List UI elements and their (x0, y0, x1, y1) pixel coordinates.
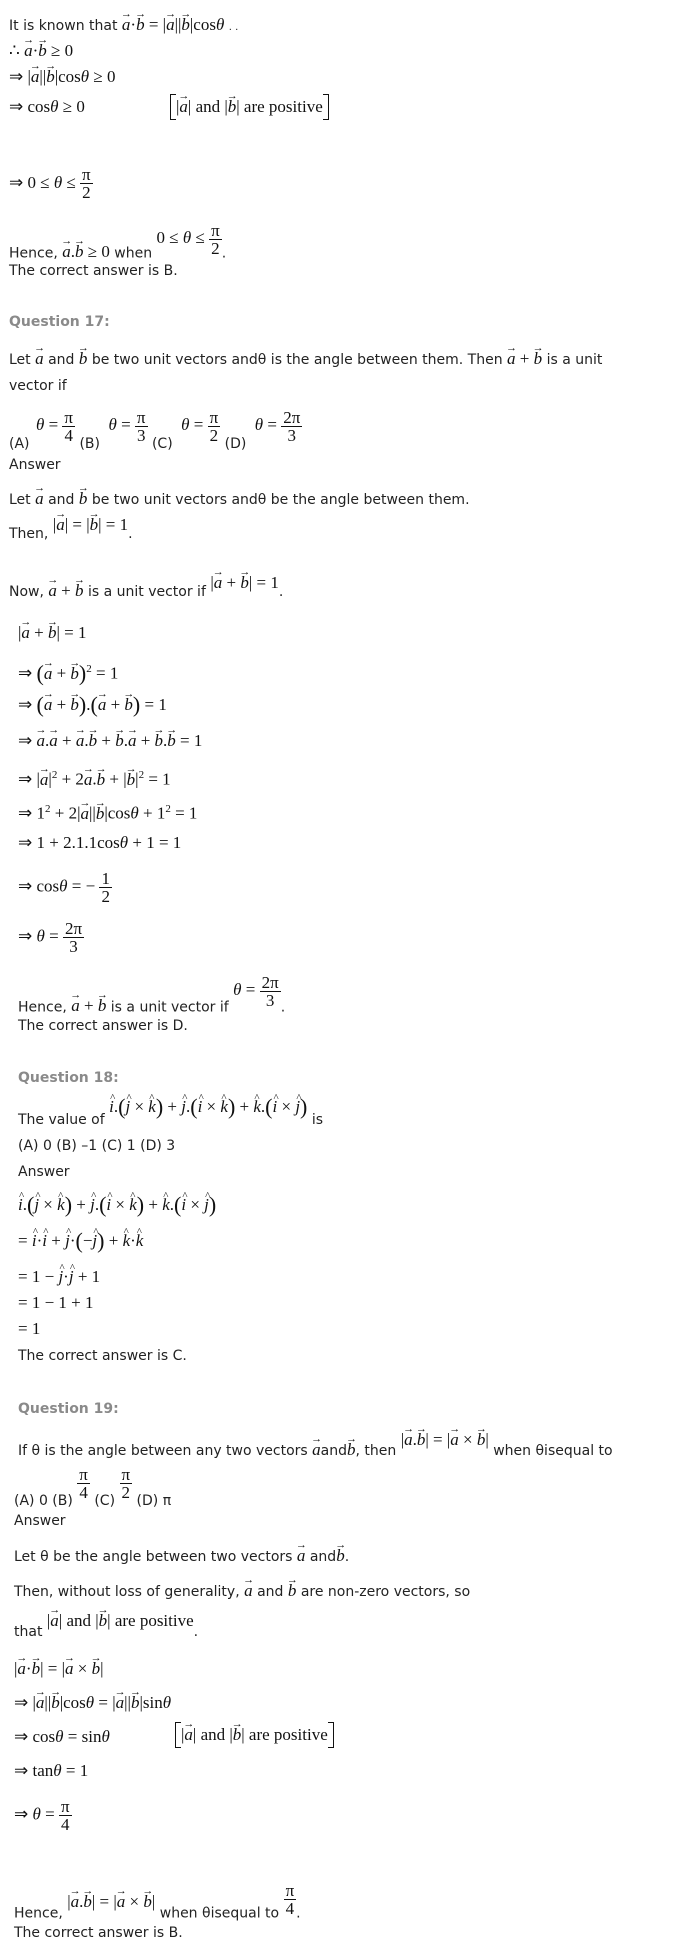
question-17-title: Question 17: (9, 314, 110, 330)
correct-answer-0: The correct answer is B. (9, 263, 178, 279)
q19-options: (A) 0 (B) $\frac{\pi}{4}$ (C) $\frac{\pi}{2}$ (D) π (14, 1465, 172, 1510)
question-18-title: Question 18: (18, 1070, 119, 1086)
q19-step-4: ⇒ tanθ = 1 (14, 1761, 89, 1780)
step-3: ⇒ cosθ ≥ 0 (9, 97, 85, 116)
q17-hence-line: Hence, → a + → b is a unit vector if θ = $\frac{2\pi}{3}$ . (18, 990, 285, 1025)
q17-step-8: ⇒ cosθ = − $\frac{1}{2}$ (18, 869, 110, 906)
q17-step-3: ⇒ (→ a + → b).(→ a + → b) = 1 (18, 696, 167, 714)
q19-answer-label: Answer (14, 1513, 66, 1529)
q17-step-5: ⇒ |→ $a|^2 + 2\to a.\to b$ + |→ $b|^2 = 1$ (18, 766, 171, 789)
q19-step-2: ⇒ |→ a||→ b|cosθ = |→ a||→ b|sinθ (14, 1694, 171, 1712)
q17-correct: The correct answer is D. (18, 1018, 188, 1034)
q17-answer-label: Answer (9, 457, 61, 473)
q18-answer-label: Answer (18, 1164, 70, 1180)
bracket-positive-2: |→ a| and |→ b| are positive (175, 1724, 334, 1746)
q19-step-5: ⇒ θ = $\frac{\pi}{4}$ (14, 1797, 70, 1834)
q18-step-5: = 1 (18, 1319, 41, 1338)
q17-statement-2: vector if (9, 378, 67, 394)
q18-step-1: ^ i.(^ j × ^ k) + ^ j.(^ i × ^ k) + ^ k.(^ i × ^ j) (18, 1196, 216, 1214)
q19-answer-line-2: Then, without loss of generality, → a and → b are non-zero vectors, so (14, 1582, 470, 1601)
q18-step-3: = 1 − ^ j·^ j + 1 (18, 1268, 100, 1286)
hence-line-0: Hence, → a.→ b ≥ 0 when 0 ≤ θ ≤ $\frac{\pi}{2}$ . (9, 236, 226, 271)
step-1: ∴ → a·→ b ≥ 0 (9, 42, 73, 60)
question-19-title: Question 19: (18, 1401, 119, 1417)
q17-answer-line-1: Let → a and → b be two unit vectors andθ be the angle between them. (9, 490, 470, 509)
q19-hence-line: Hence, |→ a.→ b| = |→ a × → b| when θisequal to $\frac{\pi}{4}$ . (14, 1896, 301, 1931)
bracket-positive-1: |→ a| and |→ b| are positive (170, 96, 329, 118)
known-line: It is known that → a·→ b = |→ a||→ b|cosθ . . (9, 16, 238, 37)
q17-step-7: ⇒ 1 + 2.1.1cosθ + 1 = 1 (18, 833, 182, 852)
q17-step-9: ⇒ θ = $\frac{2\pi}{3}$ (18, 919, 83, 956)
q17-statement-1: Let → a and → b be two unit vectors andθ is the angle between them. Then → a + → b is a unit (9, 350, 602, 369)
q18-correct: The correct answer is C. (18, 1348, 187, 1364)
q18-step-2: = ^ i·^ i + ^ j·(−^ j) + ^ k·^ k (18, 1232, 143, 1250)
q19-statement: If θ is the angle between any two vectors → aand→ b, then |→ a.→ b| = |→ a × → b| when θisequal to (18, 1441, 613, 1460)
q17-step-6: ⇒ $1^2 + 2|\to a||\to b|\cos\theta + 1^2 = 1$ (18, 800, 197, 823)
q19-step-1: |→ a·→ b| = |→ a × → b| (14, 1660, 103, 1678)
step-2: ⇒ |→ a||→ b|cosθ ≥ 0 (9, 68, 116, 86)
q18-statement: The value of ^ i.(^ j × ^ k) + ^ j.(^ i × ^ k) + ^ k.(^ i × ^ j) is (18, 1110, 323, 1129)
q17-options: (A) θ = $\frac{\pi}{4}$ (B) θ = $\frac{\pi}{3}$ (C) θ = $\frac{\pi}{2}$ (D) θ = $\frac{2\pi}{3}$ (9, 408, 301, 453)
q19-answer-line-1: Let θ be the angle between two vectors → a and→ b. (14, 1547, 349, 1566)
formula-dot-product: → a·→ b = |→ a||→ b|cosθ (122, 15, 224, 34)
step-4: ⇒ 0 ≤ θ ≤ $\frac{\pi}{2}$ (9, 165, 91, 202)
q18-step-4: = 1 − 1 + 1 (18, 1293, 94, 1312)
q17-then-line: Then, |→ a| = |→ b| = 1. (9, 524, 133, 543)
q17-now-line: Now, → a + → b is a unit vector if |→ a + → b| = 1. (9, 582, 283, 601)
q19-correct: The correct answer is B. (14, 1925, 183, 1941)
q17-step-1: |→ a + → b| = 1 (18, 624, 87, 642)
q19-answer-line-3: that |→ a| and |→ b| are positive. (14, 1622, 198, 1641)
q17-step-4: ⇒ → a.→ a + → a.→ b + → b.→ a + → b.→ b = 1 (18, 732, 202, 750)
q18-options: (A) 0 (B) –1 (C) 1 (D) 3 (18, 1138, 176, 1154)
q19-step-3: ⇒ cosθ = sinθ (14, 1727, 110, 1746)
q17-step-2: ⇒ (→ a + → b)$^2$ = 1 (18, 660, 118, 683)
